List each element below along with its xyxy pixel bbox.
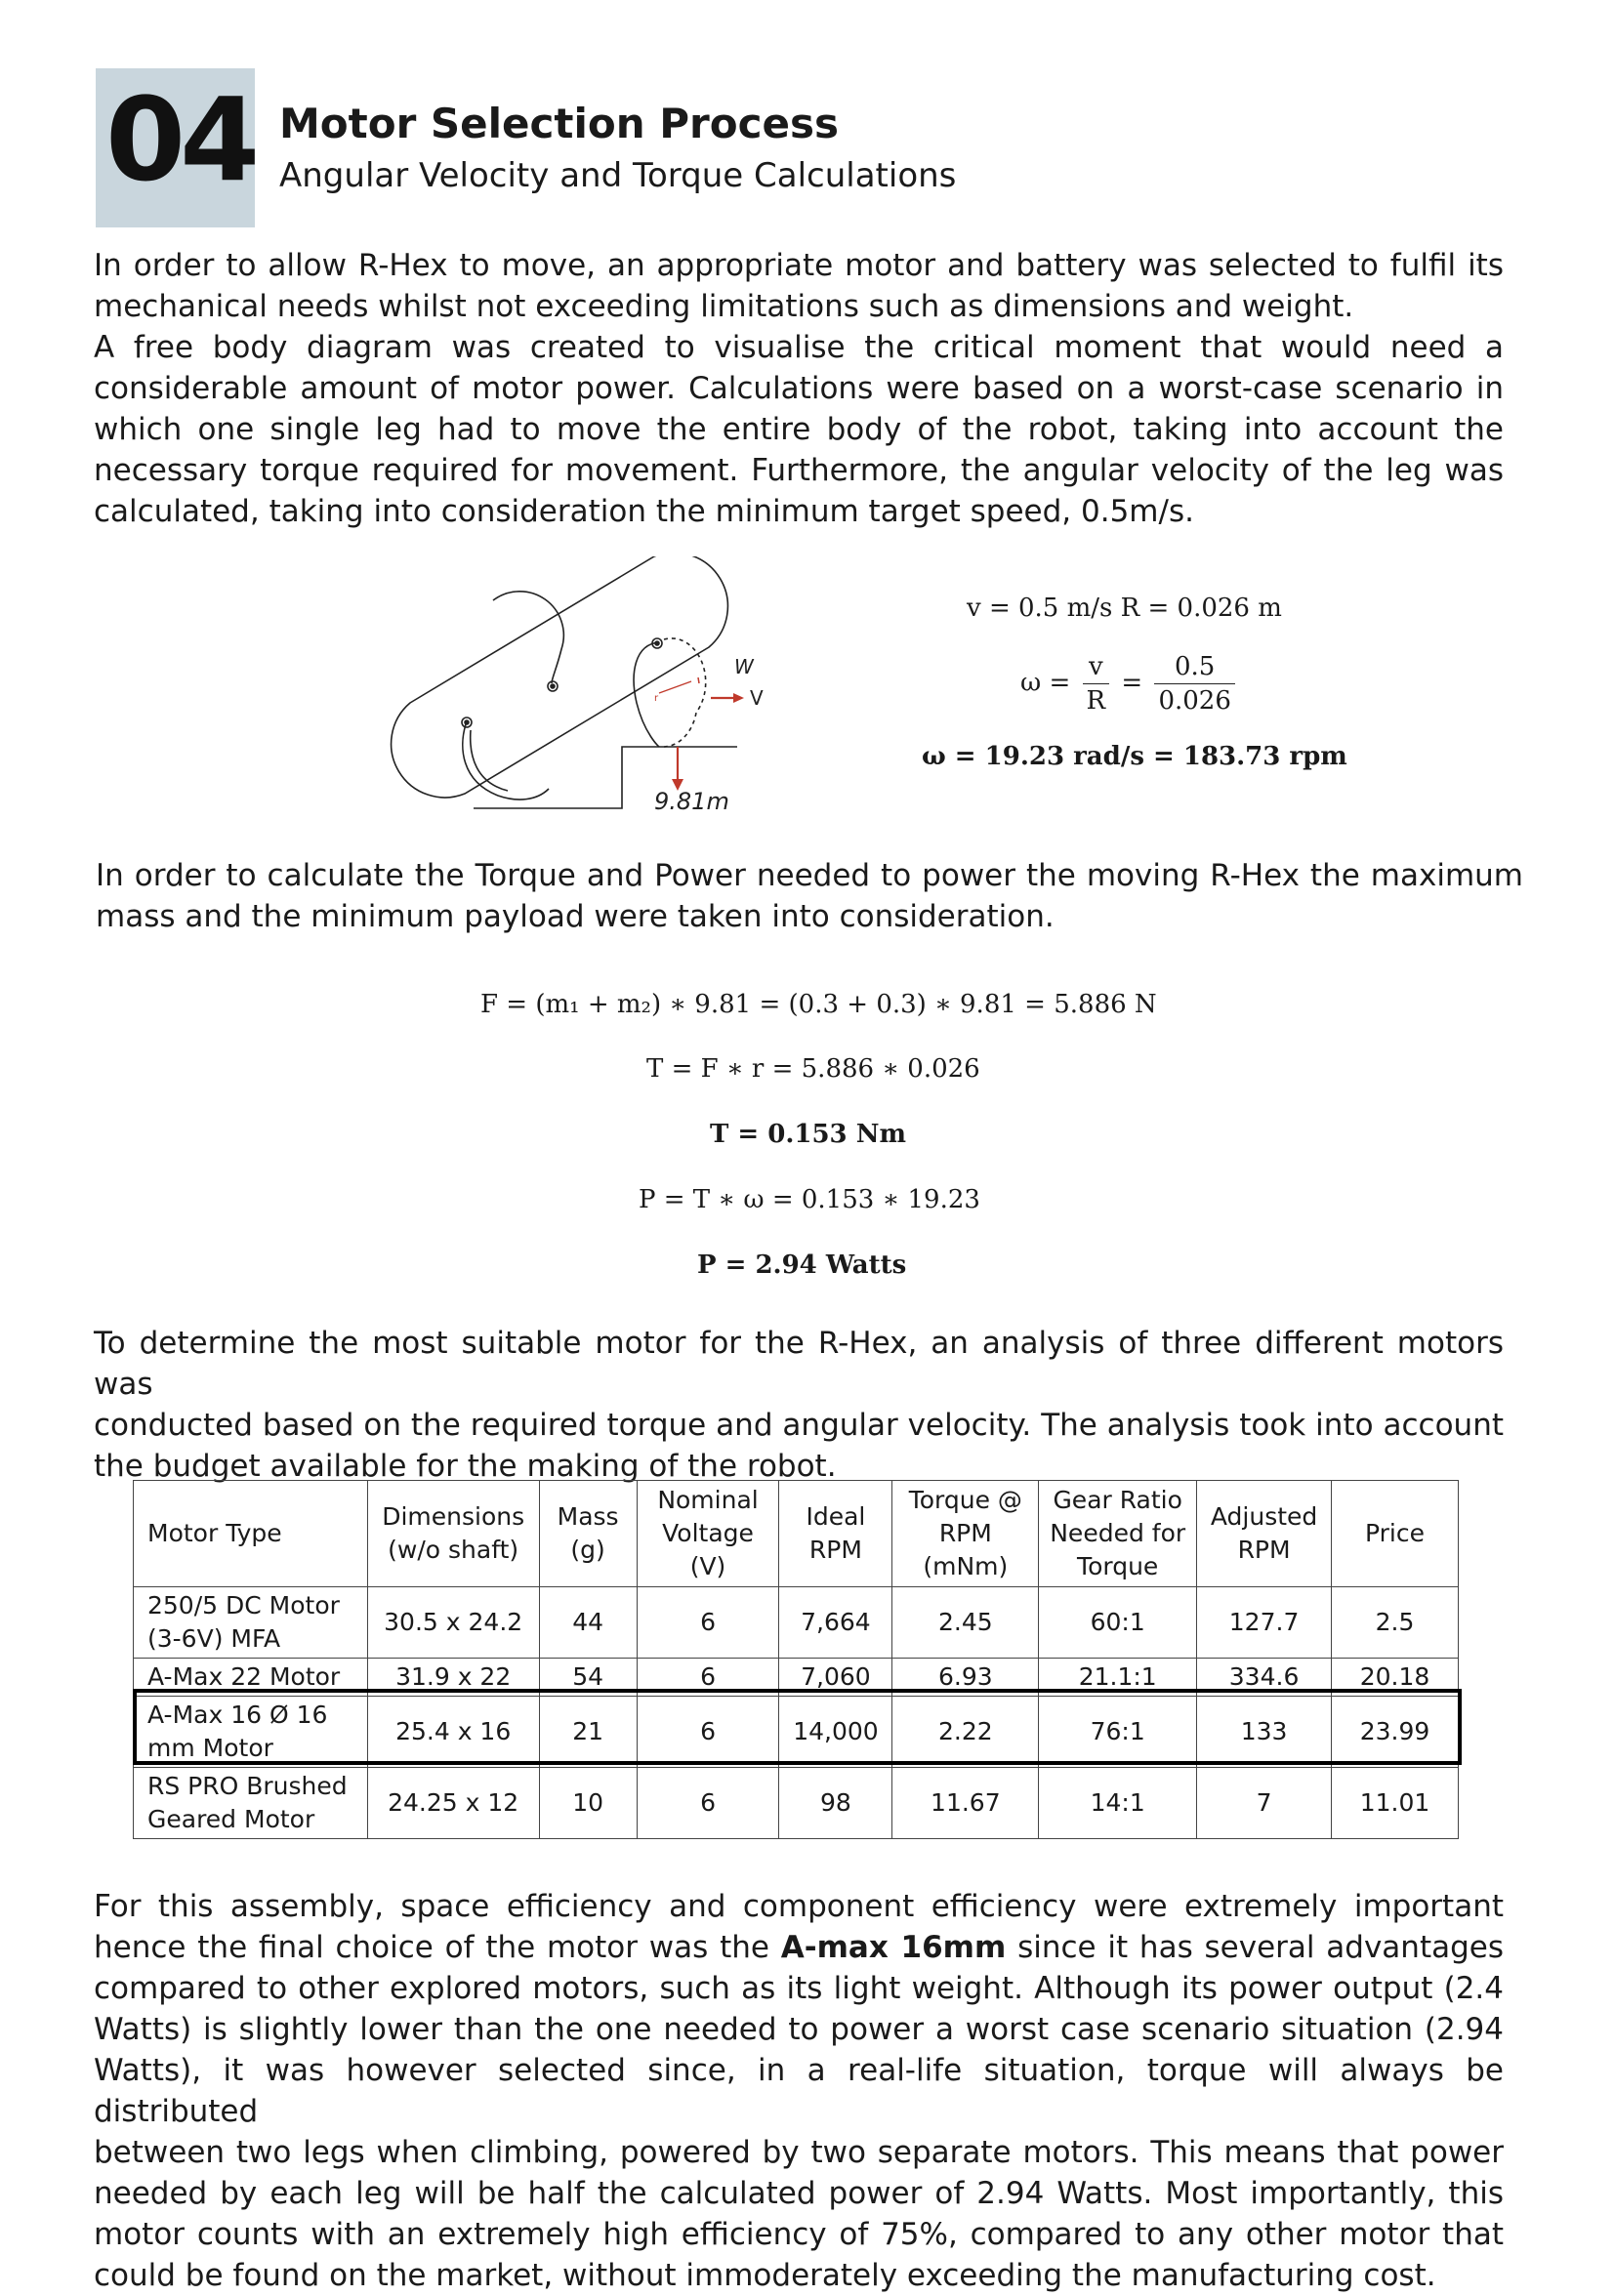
- selected-motor-name: A-max 16mm: [780, 1930, 1007, 1965]
- table-cell: 31.9 x 22: [367, 1659, 539, 1697]
- table-cell: 21: [539, 1697, 637, 1768]
- intro-line: considerable amount of motor power. Calculations were based on a worst-case scenario in: [94, 371, 1504, 406]
- motion-arc: [664, 638, 706, 747]
- analysis-line: conducted based on the required torque and angular velocity. The analysis took into account: [94, 1408, 1504, 1443]
- v-label: V: [750, 686, 764, 710]
- table-row: [134, 1768, 1459, 1839]
- header-ideal-rpm: Ideal RPM: [779, 1481, 892, 1587]
- conclusion-line: For this assembly, space efficiency and component efficiency were extremely important: [94, 1889, 1504, 1924]
- leg-upper: [493, 592, 563, 683]
- free-body-diagram: [361, 556, 771, 825]
- table-cell: 20.18: [1332, 1659, 1459, 1697]
- table-cell: 76:1: [1039, 1697, 1197, 1768]
- table-cell: 6: [637, 1587, 779, 1659]
- page-title: Motor Selection Process: [279, 100, 840, 147]
- cell-motor-type: RS PRO Brushed Geared Motor: [134, 1768, 368, 1839]
- table-row: [134, 1659, 1459, 1697]
- table-cell: 6: [637, 1768, 779, 1839]
- header-mass: Mass (g): [539, 1481, 637, 1587]
- table-cell: 6: [637, 1659, 779, 1697]
- table-cell: 30.5 x 24.2: [367, 1587, 539, 1659]
- force-equation: F = (m₁ + m₂) ∗ 9.81 = (0.3 + 0.3) ∗ 9.81 = 5.886 N: [480, 990, 1157, 1019]
- conclusion-line: needed by each leg will be half the calculated power of 2.94 Watts. Most importantly, this: [94, 2176, 1504, 2211]
- intro-line: mechanical needs whilst not exceeding limitations such as dimensions and weight.: [94, 289, 1354, 324]
- table-cell: 14:1: [1039, 1768, 1197, 1839]
- conclusion-line: motor counts with an extremely high efficiency of 75%, compared to any other motor that: [94, 2217, 1504, 2252]
- w-label: W: [734, 655, 754, 678]
- table-cell: 24.25 x 12: [367, 1768, 539, 1839]
- omega-lhs: ω =: [1020, 668, 1071, 698]
- table-cell: 7,664: [779, 1587, 892, 1659]
- header-voltage: Nominal Voltage (V): [637, 1481, 779, 1587]
- conclusion-line: between two legs when climbing, powered by two separate motors. This means that power: [94, 2135, 1504, 2170]
- fraction-denominator: 0.026: [1158, 686, 1231, 716]
- power-result: P = 2.94 Watts: [697, 1250, 907, 1280]
- header-dimensions: Dimensions (w/o shaft): [367, 1481, 539, 1587]
- fraction-numerator: 0.5: [1154, 652, 1234, 684]
- intro-line: which one single leg had to move the entire body of the robot, taking into account the: [94, 412, 1504, 447]
- analysis-paragraph: [94, 1323, 1504, 1487]
- header-price: Price: [1332, 1481, 1459, 1587]
- table-cell: 127.7: [1197, 1587, 1332, 1659]
- table-cell: 2.45: [892, 1587, 1039, 1659]
- table-cell: 2.5: [1332, 1587, 1459, 1659]
- table-cell: 334.6: [1197, 1659, 1332, 1697]
- conclusion-line: Watts) is slightly lower than the one needed to power a worst case scenario situation (2.94: [94, 2012, 1504, 2047]
- table-cell: 14,000: [779, 1697, 892, 1768]
- intro-line: calculated, taking into consideration the minimum target speed, 0.5m/s.: [94, 494, 1194, 529]
- analysis-line: To determine the most suitable motor for the R-Hex, an analysis of three different motors was: [94, 1326, 1504, 1402]
- intro-line: In order to allow R-Hex to move, an appropriate motor and battery was selected to fulfil its: [94, 248, 1504, 283]
- section-number: 04: [105, 72, 255, 207]
- equals-sign: =: [1121, 668, 1143, 698]
- leg-lower: [463, 724, 549, 800]
- table-cell: 11.67: [892, 1768, 1039, 1839]
- table-cell: 44: [539, 1587, 637, 1659]
- table-cell: 54: [539, 1659, 637, 1697]
- cell-motor-type: 250/5 DC Motor (3-6V) MFA: [134, 1587, 368, 1659]
- intro-line: necessary torque required for movement. Furthermore, the angular velocity of the leg was: [94, 453, 1504, 488]
- torque-intro-line: mass and the minimum payload were taken into consideration.: [96, 899, 1055, 934]
- omega-formula: [1020, 652, 1239, 716]
- fraction-v-over-r: [1083, 652, 1110, 716]
- conclusion-text: since it has several advantages: [1006, 1930, 1504, 1965]
- radius-label: r: [654, 693, 659, 704]
- table-cell: 10: [539, 1768, 637, 1839]
- table-cell: 133: [1197, 1697, 1332, 1768]
- page-subtitle: Angular Velocity and Torque Calculations: [279, 156, 957, 195]
- velocity-givens: v = 0.5 m/s R = 0.026 m: [967, 594, 1282, 623]
- header-gear-ratio: Gear Ratio Needed for Torque: [1039, 1481, 1197, 1587]
- table-cell: 60:1: [1039, 1587, 1197, 1659]
- intro-paragraph: [94, 245, 1504, 532]
- torque-result: T = 0.153 Nm: [710, 1120, 906, 1149]
- intro-line: A free body diagram was created to visualise the critical moment that would need a: [94, 330, 1504, 365]
- table-header-row: [134, 1481, 1459, 1587]
- torque-intro-line: In order to calculate the Torque and Power needed to power the moving R-Hex the maximum: [96, 858, 1523, 893]
- conclusion-paragraph: [94, 1886, 1504, 2296]
- conclusion-line: could be found on the market, without immoderately exceeding the manufacturing cost.: [94, 2258, 1436, 2293]
- conclusion-line: compared to other explored motors, such as its light weight. Although its power output (2.4: [94, 1971, 1504, 2006]
- torque-intro-paragraph: [96, 855, 1523, 937]
- fraction-denominator: R: [1086, 686, 1106, 716]
- weight-label: 9.81m: [654, 788, 729, 815]
- header-motor-type: Motor Type: [134, 1481, 368, 1587]
- analysis-line: the budget available for the making of the robot.: [94, 1449, 837, 1484]
- table-cell: 7,060: [779, 1659, 892, 1697]
- conclusion-text: hence the final choice of the motor was the: [94, 1930, 781, 1965]
- conclusion-line: [94, 1927, 1504, 1968]
- table-row-highlighted: [134, 1697, 1459, 1768]
- conclusion-line: Watts), it was however selected since, in a real-life situation, torque will always be distributed: [94, 2053, 1504, 2129]
- radius-line: [659, 681, 691, 693]
- cell-motor-type: A-Max 16 Ø 16 mm Motor: [134, 1697, 368, 1768]
- header-torque: Torque @ RPM (mNm): [892, 1481, 1039, 1587]
- fraction-numerator: v: [1083, 652, 1110, 684]
- table-cell: 23.99: [1332, 1697, 1459, 1768]
- table-cell: 6.93: [892, 1659, 1039, 1697]
- table-cell: 21.1:1: [1039, 1659, 1197, 1697]
- header-adjusted-rpm: Adjusted RPM: [1197, 1481, 1332, 1587]
- table-row: [134, 1587, 1459, 1659]
- table-cell: 98: [779, 1768, 892, 1839]
- motor-comparison-table: [133, 1480, 1459, 1839]
- table-cell: 25.4 x 16: [367, 1697, 539, 1768]
- fraction-values: [1154, 652, 1234, 716]
- omega-result: ω = 19.23 rad/s = 183.73 rpm: [922, 742, 1347, 771]
- table-cell: 6: [637, 1697, 779, 1768]
- power-equation: P = T ∗ ω = 0.153 ∗ 19.23: [639, 1185, 980, 1214]
- torque-equation: T = F ∗ r = 5.886 ∗ 0.026: [646, 1054, 980, 1084]
- table-cell: 2.22: [892, 1697, 1039, 1768]
- table-cell: 7: [1197, 1768, 1332, 1839]
- table-cell: 11.01: [1332, 1768, 1459, 1839]
- cell-motor-type: A-Max 22 Motor: [134, 1659, 368, 1697]
